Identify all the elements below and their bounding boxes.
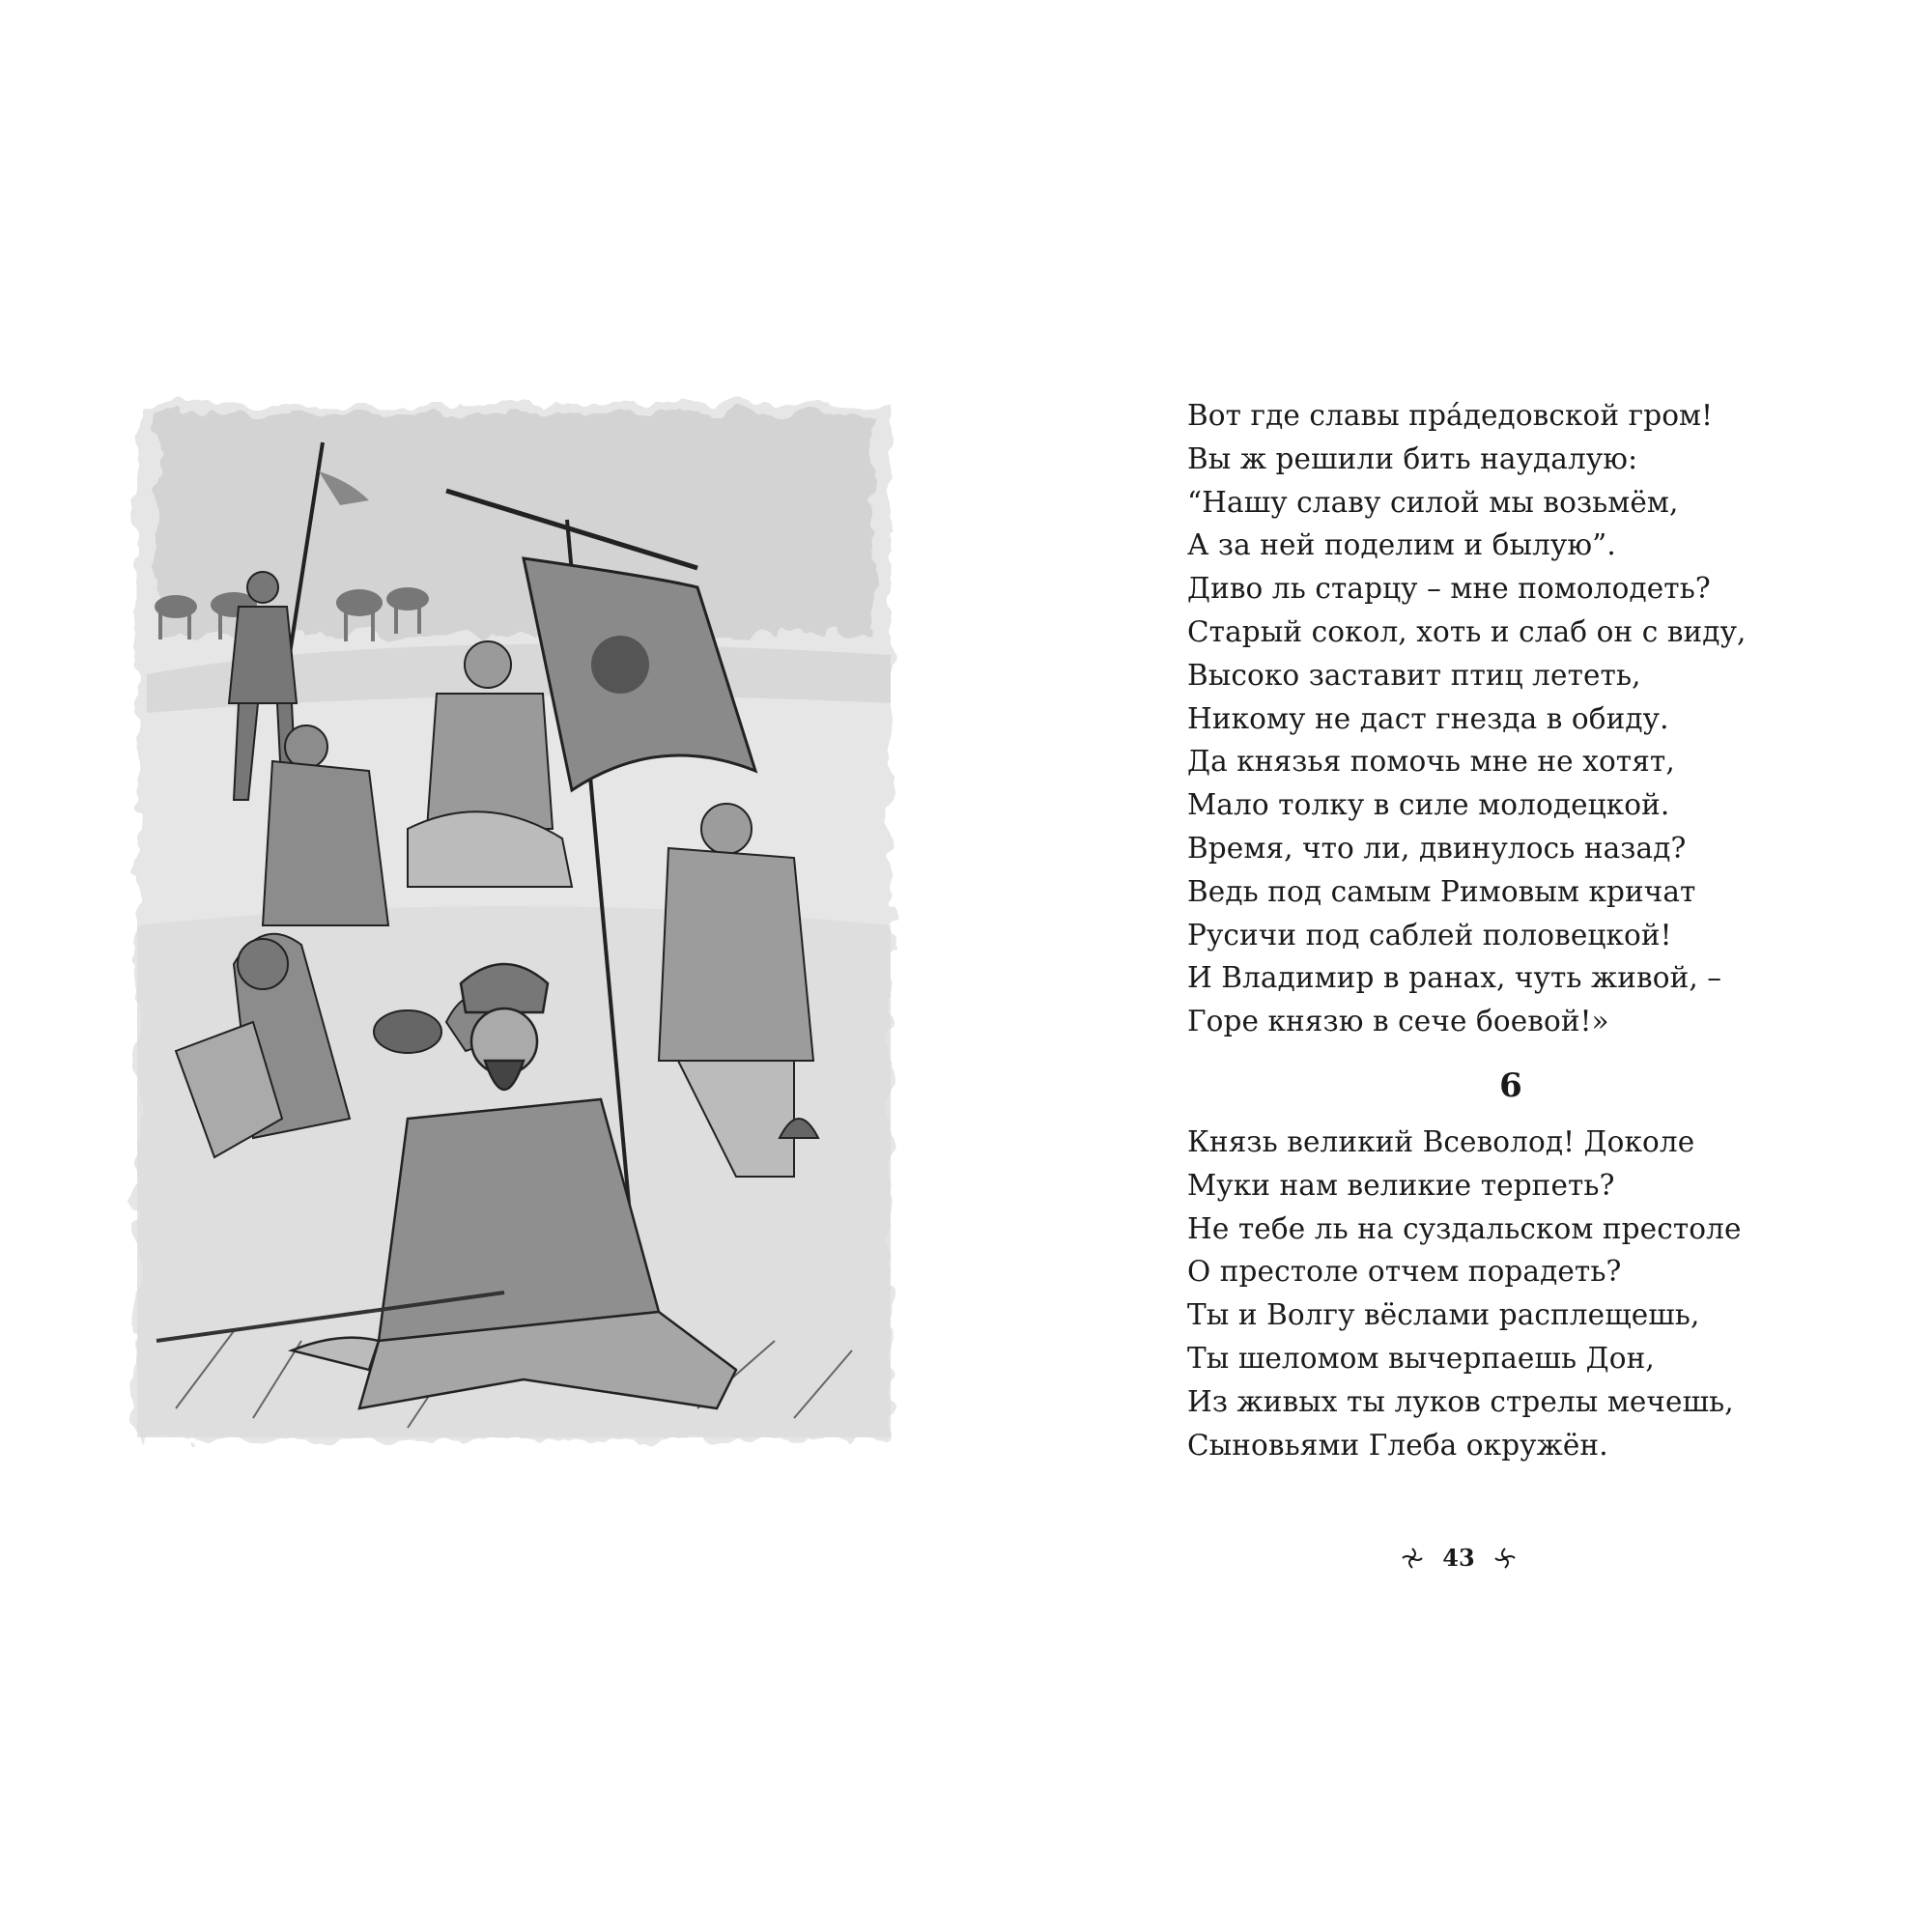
stanza-2 <box>1187 1121 1805 1466</box>
right-ornament-icon <box>1492 1546 1518 1571</box>
poem-text <box>1187 394 1805 1466</box>
verse-line: Высоко заставит птиц лететь, <box>1187 658 1641 692</box>
verse-line: Мало толку в силе молодецкой. <box>1187 788 1670 822</box>
verse-line: Время, что ли, двинулось назад? <box>1187 831 1687 865</box>
verse-line: Диво ль старцу – мне помолодеть? <box>1187 572 1711 606</box>
verse-line: Да князья помочь мне не хотят, <box>1187 745 1675 779</box>
verse-line: А за ней поделим и былую”. <box>1187 528 1616 562</box>
verse-line: “Нашу славу силой мы возьмём, <box>1187 485 1679 519</box>
verse-line: Никому не даст гнезда в обиду. <box>1187 701 1669 735</box>
verse-line: Вы ж решили бить наудалую: <box>1187 441 1638 475</box>
page-footer <box>1372 1544 1546 1572</box>
verse-line: Князь великий Всеволод! Доколе <box>1187 1124 1695 1158</box>
verse-line: Ты и Волгу вёслами расплещешь, <box>1187 1298 1700 1332</box>
verse-line: О престоле отчем порадеть? <box>1187 1255 1622 1289</box>
verse-line: Вот где славы пра́дедовской гром! <box>1187 399 1714 432</box>
verse-line: И Владимир в ранах, чуть живой, – <box>1187 961 1722 995</box>
verse-line: Муки нам великие терпеть? <box>1187 1168 1615 1202</box>
illustration <box>118 384 910 1459</box>
verse-line: Старый сокол, хоть и слаб он с виду, <box>1187 614 1747 648</box>
verse-line: Из живых ты луков стрелы мечешь, <box>1187 1384 1734 1418</box>
warriors-illustration-icon <box>118 384 910 1459</box>
verse-line: Ведь под самым Римовым кричат <box>1187 874 1696 908</box>
verse-line: Сыновьями Глеба окружён. <box>1187 1428 1608 1462</box>
left-ornament-icon <box>1400 1546 1425 1571</box>
verse-line: Горе князю в сече боевой!» <box>1187 1005 1609 1038</box>
verse-line: Ты шеломом вычерпаешь Дон, <box>1187 1341 1655 1375</box>
verse-line: Русичи под саблей половецкой! <box>1187 918 1672 952</box>
stanza-1 <box>1187 394 1805 1043</box>
page-number: 43 <box>1442 1544 1475 1572</box>
section-number: 6 <box>1499 1065 1522 1105</box>
verse-line: Не тебе ль на суздальском престоле <box>1187 1211 1742 1245</box>
